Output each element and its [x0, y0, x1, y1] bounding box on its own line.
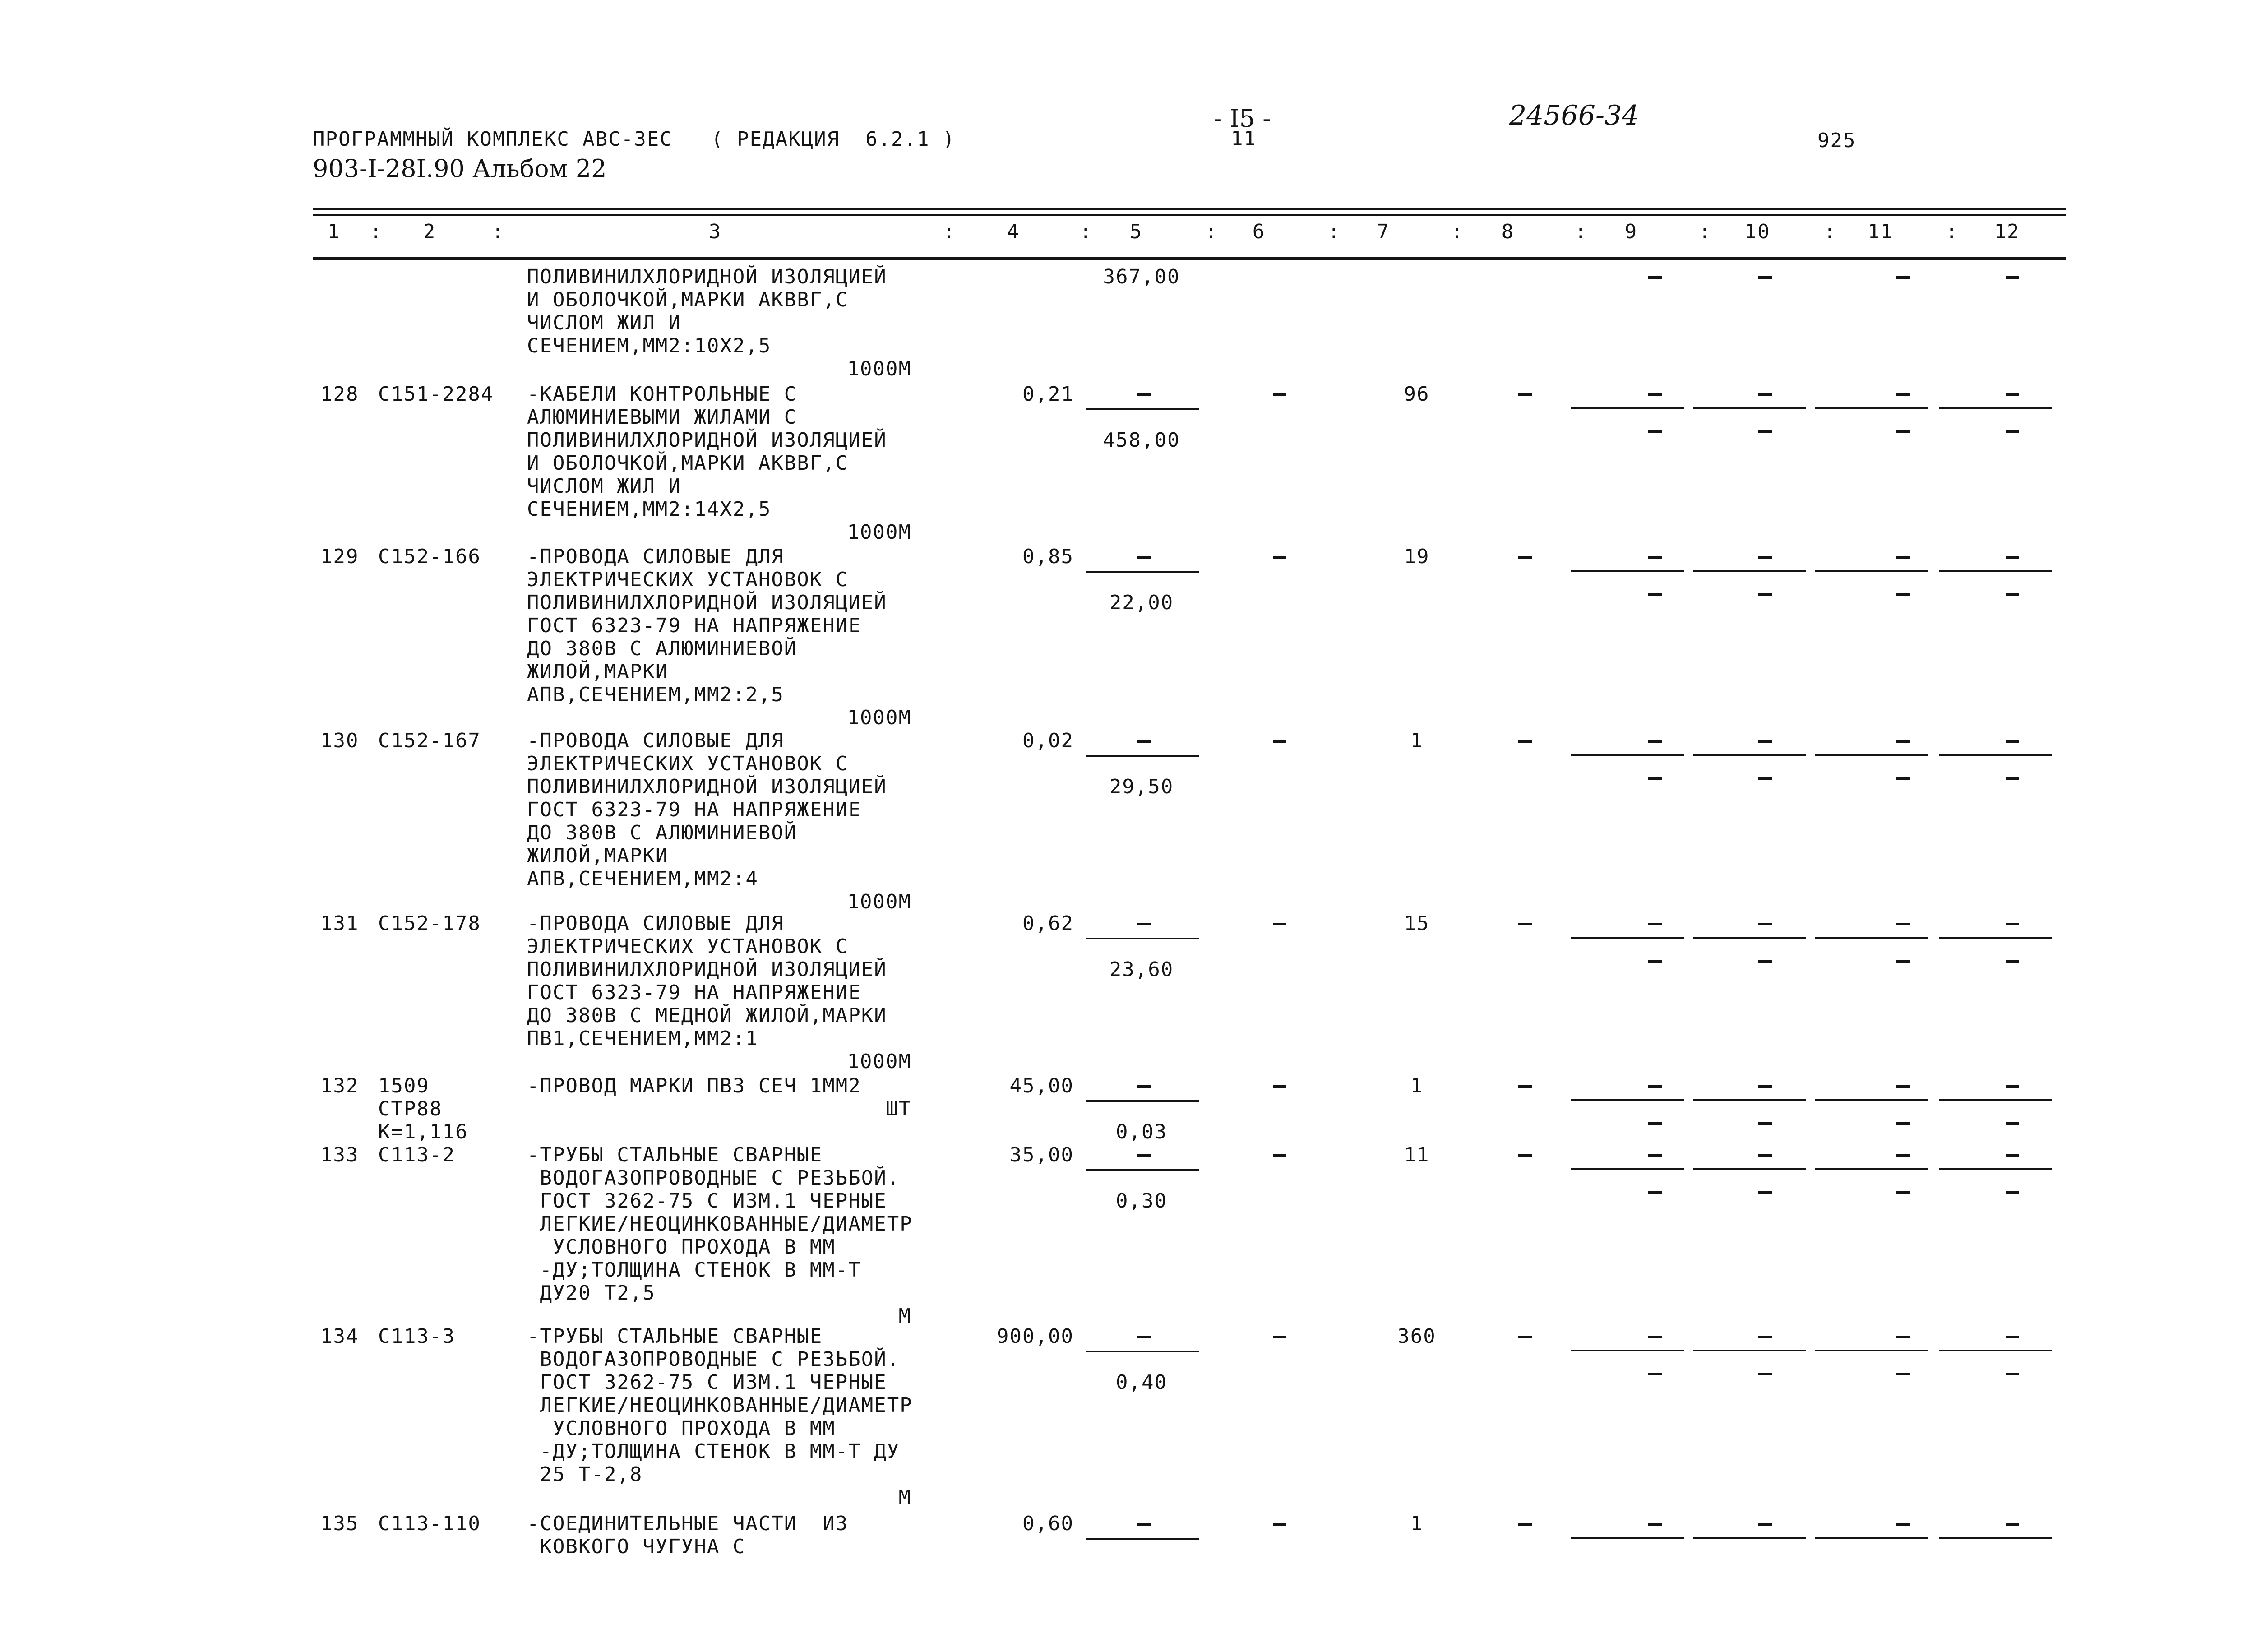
- column8-dash: [1518, 1336, 1532, 1338]
- column6-dash: [1273, 923, 1286, 925]
- summary-fraction-bar: [1693, 937, 1806, 939]
- description-line: ПОЛИВИНИЛХЛОРИДНОЙ ИЗОЛЯЦИЕЙ: [527, 775, 887, 798]
- summary-top-dash: [1758, 556, 1772, 559]
- description-line: ВОДОГАЗОПРОВОДНЫЕ С РЕЗЬБОЙ.: [527, 1348, 900, 1371]
- description-line: ГОСТ 6323-79 НА НАПРЯЖЕНИЕ: [527, 614, 861, 637]
- summary-fraction-bar: [1939, 937, 2052, 939]
- summary-bottom-dash: [1896, 1122, 1910, 1125]
- row-number: 135: [320, 1512, 359, 1535]
- summary-top-dash: [1758, 740, 1772, 743]
- summary-fraction-bar: [1571, 1099, 1684, 1101]
- description-line: СЕЧЕНИЕМ,ММ2:10Х2,5: [527, 334, 772, 357]
- description-line: ВОДОГАЗОПРОВОДНЫЕ С РЕЗЬБОЙ.: [527, 1166, 900, 1189]
- column5-fraction-bar: [1086, 571, 1199, 573]
- column5-fraction-bar: [1086, 938, 1199, 939]
- summary-bottom-dash: [2006, 593, 2019, 596]
- header-rule-top: [313, 208, 2066, 210]
- description-line: ЛЕГКИЕ/НЕОЦИНКОВАННЫЕ/ДИАМЕТР: [527, 1212, 913, 1236]
- description-line: ПОЛИВИНИЛХЛОРИДНОЙ ИЗОЛЯЦИЕЙ: [527, 591, 887, 614]
- description-line: ЭЛЕКТРИЧЕСКИХ УСТАНОВОК С: [527, 935, 849, 958]
- column6-dash: [1273, 1523, 1286, 1526]
- quantity: 0,62: [1022, 912, 1074, 935]
- description-line: ПВ1,СЕЧЕНИЕМ,ММ2:1: [527, 1027, 758, 1050]
- summary-top-dash: [2006, 923, 2019, 925]
- unit-of-measure: 1000М: [847, 1050, 911, 1073]
- quantity: 0,60: [1022, 1512, 1074, 1535]
- column-separator: :: [1575, 220, 1588, 243]
- column5-fraction-bar: [1086, 1100, 1199, 1102]
- summary-bottom-dash: [1648, 593, 1662, 596]
- summary-bottom-dash: [1896, 1191, 1910, 1194]
- description-line: -ПРОВОД МАРКИ ПВ3 СЕЧ 1ММ2: [527, 1074, 861, 1097]
- resource-code: К=1,116: [378, 1120, 468, 1143]
- summary-bottom-dash: [2006, 777, 2019, 780]
- column-header-6: 6: [1252, 220, 1266, 243]
- column6-dash: [1273, 1085, 1286, 1088]
- column-header-9: 9: [1624, 220, 1638, 243]
- summary-fraction-bar: [1693, 570, 1806, 572]
- description-line: -ДУ;ТОЛЩИНА СТЕНОК В ММ-Т ДУ: [527, 1440, 900, 1463]
- column5-top-dash: [1137, 740, 1151, 743]
- description-line: ЭЛЕКТРИЧЕСКИХ УСТАНОВОК С: [527, 752, 849, 775]
- quantity: 0,21: [1022, 383, 1074, 406]
- description-line: ГОСТ 3262-75 С ИЗМ.1 ЧЕРНЫЕ: [527, 1189, 887, 1212]
- column-header-12: 12: [1994, 220, 2020, 243]
- description-line: -СОЕДИНИТЕЛЬНЫЕ ЧАСТИ ИЗ: [527, 1512, 849, 1535]
- summary-top-dash: [1758, 1154, 1772, 1157]
- column7-value: 1: [1410, 1512, 1424, 1535]
- summary-top-dash: [1896, 1336, 1910, 1338]
- column-separator: :: [492, 220, 505, 243]
- summary-bottom-dash: [1648, 777, 1662, 780]
- summary-bottom-dash: [2006, 1373, 2019, 1375]
- description-line: ЧИСЛОМ ЖИЛ И: [527, 475, 681, 498]
- description-line: ДУ20 Т2,5: [527, 1282, 656, 1305]
- summary-dash: [1648, 276, 1662, 279]
- summary-top-dash: [2006, 556, 2019, 559]
- resource-code: С152-178: [378, 912, 481, 935]
- summary-fraction-bar: [1815, 1168, 1928, 1170]
- column-header-5: 5: [1129, 220, 1143, 243]
- summary-top-dash: [1648, 556, 1662, 559]
- description-line: ЧИСЛОМ ЖИЛ И: [527, 311, 681, 334]
- description-line: -КАБЕЛИ КОНТРОЛЬНЫЕ С: [527, 383, 797, 406]
- quantity: 900,00: [997, 1325, 1074, 1348]
- summary-bottom-dash: [1758, 1122, 1772, 1125]
- column-header-11: 11: [1868, 220, 1894, 243]
- column5-fraction-bar: [1086, 1169, 1199, 1171]
- description-line: ГОСТ 3262-75 С ИЗМ.1 ЧЕРНЫЕ: [527, 1371, 887, 1394]
- description-line: СЕЧЕНИЕМ,ММ2:14Х2,5: [527, 498, 772, 521]
- column8-dash: [1518, 1523, 1532, 1526]
- summary-bottom-dash: [1758, 777, 1772, 780]
- summary-top-dash: [1896, 1085, 1910, 1088]
- summary-top-dash: [1758, 393, 1772, 396]
- summary-top-dash: [1896, 1154, 1910, 1157]
- column5-bottom-value: 0,03: [1116, 1120, 1167, 1143]
- summary-bottom-dash: [1896, 777, 1910, 780]
- column8-dash: [1518, 393, 1532, 396]
- summary-fraction-bar: [1571, 1537, 1684, 1539]
- sheet-number: 925: [1817, 129, 1856, 152]
- row-number: 133: [320, 1143, 359, 1166]
- resource-code: С113-2: [378, 1143, 455, 1166]
- column-header-3: 3: [708, 220, 722, 243]
- column-separator: :: [1205, 220, 1218, 243]
- row-number: 132: [320, 1074, 359, 1097]
- column5-bottom-value: 29,50: [1109, 775, 1174, 798]
- summary-bottom-dash: [1896, 1373, 1910, 1375]
- column7-value: 96: [1404, 383, 1430, 406]
- summary-bottom-dash: [1758, 593, 1772, 596]
- summary-top-dash: [1896, 1523, 1910, 1526]
- summary-bottom-dash: [2006, 960, 2019, 963]
- summary-bottom-dash: [1648, 430, 1662, 433]
- description-line: ЖИЛОЙ,МАРКИ: [527, 844, 669, 867]
- column5-fraction-bar: [1086, 408, 1199, 410]
- column-separator: :: [943, 220, 956, 243]
- summary-fraction-bar: [1939, 407, 2052, 409]
- summary-bottom-dash: [2006, 1122, 2019, 1125]
- summary-bottom-dash: [1758, 960, 1772, 963]
- column6-dash: [1273, 740, 1286, 743]
- column-separator: :: [1328, 220, 1341, 243]
- summary-bottom-dash: [1648, 1122, 1662, 1125]
- summary-fraction-bar: [1815, 1537, 1928, 1539]
- summary-bottom-dash: [1758, 1191, 1772, 1194]
- summary-fraction-bar: [1815, 937, 1928, 939]
- summary-top-dash: [1648, 1336, 1662, 1338]
- page-sub-number: 11: [1231, 127, 1257, 150]
- summary-top-dash: [2006, 1523, 2019, 1526]
- summary-top-dash: [1758, 1085, 1772, 1088]
- summary-fraction-bar: [1939, 1537, 2052, 1539]
- description-line: ЖИЛОЙ,МАРКИ: [527, 660, 669, 683]
- column5-top-dash: [1137, 393, 1151, 396]
- column-separator: :: [1946, 220, 1959, 243]
- description-line: КОВКОГО ЧУГУНА С: [527, 1535, 746, 1558]
- description-line: И ОБОЛОЧКОЙ,МАРКИ АКВВГ,С: [527, 452, 849, 475]
- description-line: АЛЮМИНИЕВЫМИ ЖИЛАМИ С: [527, 406, 797, 429]
- summary-top-dash: [1758, 923, 1772, 925]
- header-rule-bottom: [313, 257, 2066, 260]
- description-line: ДО 380В С МЕДНОЙ ЖИЛОЙ,МАРКИ: [527, 1004, 887, 1027]
- summary-top-dash: [1648, 1154, 1662, 1157]
- summary-fraction-bar: [1939, 570, 2052, 572]
- handwritten-number: 24566-34: [1509, 100, 1639, 131]
- summary-bottom-dash: [1896, 430, 1910, 433]
- summary-bottom-dash: [1758, 1373, 1772, 1375]
- summary-dash: [2006, 276, 2019, 279]
- summary-fraction-bar: [1815, 570, 1928, 572]
- row-number: 130: [320, 729, 359, 752]
- quantity: 35,00: [1009, 1143, 1074, 1166]
- summary-bottom-dash: [1648, 1191, 1662, 1194]
- description-line: -ТРУБЫ СТАЛЬНЫЕ СВАРНЫЕ: [527, 1143, 823, 1166]
- summary-top-dash: [2006, 740, 2019, 743]
- resource-code: С113-110: [378, 1512, 481, 1535]
- column8-dash: [1518, 1154, 1532, 1157]
- summary-top-dash: [2006, 1154, 2019, 1157]
- column6-dash: [1273, 1154, 1286, 1157]
- summary-fraction-bar: [1571, 937, 1684, 939]
- column-separator: :: [1080, 220, 1093, 243]
- summary-fraction-bar: [1693, 407, 1806, 409]
- column8-dash: [1518, 923, 1532, 925]
- summary-top-dash: [1758, 1523, 1772, 1526]
- summary-dash: [1896, 276, 1910, 279]
- summary-top-dash: [1896, 740, 1910, 743]
- summary-fraction-bar: [1693, 1168, 1806, 1170]
- description-line: ПОЛИВИНИЛХЛОРИДНОЙ ИЗОЛЯЦИЕЙ: [527, 429, 887, 452]
- unit-of-measure: 1000М: [847, 357, 911, 380]
- description-line: ДО 380В С АЛЮМИНИЕВОЙ: [527, 821, 797, 844]
- summary-fraction-bar: [1571, 1350, 1684, 1351]
- summary-fraction-bar: [1939, 1350, 2052, 1351]
- column5-value: 367,00: [1103, 265, 1180, 288]
- column6-dash: [1273, 1336, 1286, 1338]
- column5-top-dash: [1137, 1523, 1151, 1526]
- description-line: ГОСТ 6323-79 НА НАПРЯЖЕНИЕ: [527, 981, 861, 1004]
- summary-top-dash: [2006, 393, 2019, 396]
- header-rule-second: [313, 214, 2066, 216]
- column5-fraction-bar: [1086, 755, 1199, 757]
- resource-code: СТР88: [378, 1097, 443, 1120]
- description-line: ЛЕГКИЕ/НЕОЦИНКОВАННЫЕ/ДИАМЕТР: [527, 1394, 913, 1417]
- row-number: 134: [320, 1325, 359, 1348]
- row-number: 129: [320, 545, 359, 568]
- column7-value: 11: [1404, 1143, 1430, 1166]
- column5-top-dash: [1137, 923, 1151, 925]
- unit-of-measure: 1000М: [847, 890, 911, 913]
- unit-of-measure: М: [898, 1305, 911, 1328]
- column8-dash: [1518, 556, 1532, 559]
- column6-dash: [1273, 556, 1286, 559]
- column5-top-dash: [1137, 1085, 1151, 1088]
- column-separator: :: [1451, 220, 1464, 243]
- column7-value: 19: [1404, 545, 1430, 568]
- description-line: И ОБОЛОЧКОЙ,МАРКИ АКВВГ,С: [527, 288, 849, 311]
- column7-value: 1: [1410, 729, 1424, 752]
- description-line: ПОЛИВИНИЛХЛОРИДНОЙ ИЗОЛЯЦИЕЙ: [527, 958, 887, 981]
- summary-top-dash: [1648, 1523, 1662, 1526]
- summary-fraction-bar: [1939, 754, 2052, 756]
- resource-code: С152-167: [378, 729, 481, 752]
- summary-fraction-bar: [1815, 754, 1928, 756]
- column5-bottom-value: 458,00: [1103, 429, 1180, 452]
- resource-code: С113-3: [378, 1325, 455, 1348]
- summary-top-dash: [1758, 1336, 1772, 1338]
- summary-fraction-bar: [1815, 407, 1928, 409]
- summary-top-dash: [1648, 740, 1662, 743]
- column-header-10: 10: [1744, 220, 1771, 243]
- column5-bottom-value: 22,00: [1109, 591, 1174, 614]
- column8-dash: [1518, 740, 1532, 743]
- summary-top-dash: [1896, 923, 1910, 925]
- column5-fraction-bar: [1086, 1351, 1199, 1352]
- description-line: -ПРОВОДА СИЛОВЫЕ ДЛЯ: [527, 729, 784, 752]
- summary-top-dash: [1896, 556, 1910, 559]
- description-line: ЭЛЕКТРИЧЕСКИХ УСТАНОВОК С: [527, 568, 849, 591]
- column5-top-dash: [1137, 556, 1151, 559]
- column-header-4: 4: [1007, 220, 1020, 243]
- description-line: 25 Т-2,8: [527, 1463, 643, 1486]
- description-line: -ТРУБЫ СТАЛЬНЫЕ СВАРНЫЕ: [527, 1325, 823, 1348]
- summary-bottom-dash: [1648, 960, 1662, 963]
- summary-top-dash: [2006, 1085, 2019, 1088]
- description-line: ГОСТ 6323-79 НА НАПРЯЖЕНИЕ: [527, 798, 861, 821]
- summary-fraction-bar: [1571, 407, 1684, 409]
- unit-of-measure: М: [898, 1486, 911, 1509]
- summary-bottom-dash: [2006, 430, 2019, 433]
- summary-top-dash: [1648, 1085, 1662, 1088]
- unit-of-measure: ШТ: [886, 1097, 911, 1120]
- column-header-7: 7: [1377, 220, 1390, 243]
- summary-fraction-bar: [1815, 1350, 1928, 1351]
- description-line: -ДУ;ТОЛЩИНА СТЕНОК В ММ-Т: [527, 1259, 861, 1282]
- description-line: УСЛОВНОГО ПРОХОДА В ММ: [527, 1417, 836, 1440]
- resource-code: 1509: [378, 1074, 430, 1097]
- column5-top-dash: [1137, 1154, 1151, 1157]
- resource-code: С151-2284: [378, 383, 494, 406]
- summary-fraction-bar: [1571, 1168, 1684, 1170]
- resource-code: С152-166: [378, 545, 481, 568]
- program-title: ПРОГРАММНЫЙ КОМПЛЕКС АВС-3ЕС ( РЕДАКЦИЯ 6.2.1 ): [313, 128, 956, 151]
- unit-of-measure: 1000М: [847, 706, 911, 729]
- summary-fraction-bar: [1571, 570, 1684, 572]
- column5-bottom-value: 0,40: [1116, 1371, 1167, 1394]
- description-line: УСЛОВНОГО ПРОХОДА В ММ: [527, 1236, 836, 1259]
- column5-bottom-value: 0,30: [1116, 1189, 1167, 1212]
- summary-bottom-dash: [1896, 960, 1910, 963]
- description-line: ПОЛИВИНИЛХЛОРИДНОЙ ИЗОЛЯЦИЕЙ: [527, 265, 887, 288]
- column8-dash: [1518, 1085, 1532, 1088]
- quantity: 0,02: [1022, 729, 1074, 752]
- summary-top-dash: [1648, 923, 1662, 925]
- row-number: 128: [320, 383, 359, 406]
- summary-bottom-dash: [1648, 1373, 1662, 1375]
- column7-value: 15: [1404, 912, 1430, 935]
- column7-value: 1: [1410, 1074, 1424, 1097]
- summary-fraction-bar: [1939, 1099, 2052, 1101]
- row-number: 131: [320, 912, 359, 935]
- column5-fraction-bar: [1086, 1538, 1199, 1540]
- summary-bottom-dash: [1758, 430, 1772, 433]
- column6-dash: [1273, 393, 1286, 396]
- column-header-1: 1: [327, 220, 341, 243]
- description-line: АПВ,СЕЧЕНИЕМ,ММ2:4: [527, 867, 758, 890]
- column-header-2: 2: [423, 220, 436, 243]
- summary-bottom-dash: [1896, 593, 1910, 596]
- description-line: АПВ,СЕЧЕНИЕМ,ММ2:2,5: [527, 683, 784, 706]
- description-line: -ПРОВОДА СИЛОВЫЕ ДЛЯ: [527, 545, 784, 568]
- summary-bottom-dash: [2006, 1191, 2019, 1194]
- album-title: 903-I-28I.90 Альбом 22: [313, 154, 607, 183]
- column-header-8: 8: [1501, 220, 1515, 243]
- column7-value: 360: [1397, 1325, 1436, 1348]
- page-mark: - I5 -: [1214, 104, 1271, 133]
- summary-top-dash: [1896, 393, 1910, 396]
- summary-fraction-bar: [1815, 1099, 1928, 1101]
- summary-dash: [1758, 276, 1772, 279]
- summary-fraction-bar: [1571, 754, 1684, 756]
- summary-fraction-bar: [1939, 1168, 2052, 1170]
- column5-top-dash: [1137, 1336, 1151, 1338]
- column-separator: :: [1824, 220, 1837, 243]
- summary-top-dash: [1648, 393, 1662, 396]
- quantity: 0,85: [1022, 545, 1074, 568]
- summary-fraction-bar: [1693, 754, 1806, 756]
- summary-fraction-bar: [1693, 1099, 1806, 1101]
- column-separator: :: [370, 220, 383, 243]
- summary-top-dash: [2006, 1336, 2019, 1338]
- column-separator: :: [1699, 220, 1712, 243]
- unit-of-measure: 1000М: [847, 521, 911, 544]
- description-line: ДО 380В С АЛЮМИНИЕВОЙ: [527, 637, 797, 660]
- summary-fraction-bar: [1693, 1537, 1806, 1539]
- summary-fraction-bar: [1693, 1350, 1806, 1351]
- quantity: 45,00: [1009, 1074, 1074, 1097]
- column5-bottom-value: 23,60: [1109, 958, 1174, 981]
- description-line: -ПРОВОДА СИЛОВЫЕ ДЛЯ: [527, 912, 784, 935]
